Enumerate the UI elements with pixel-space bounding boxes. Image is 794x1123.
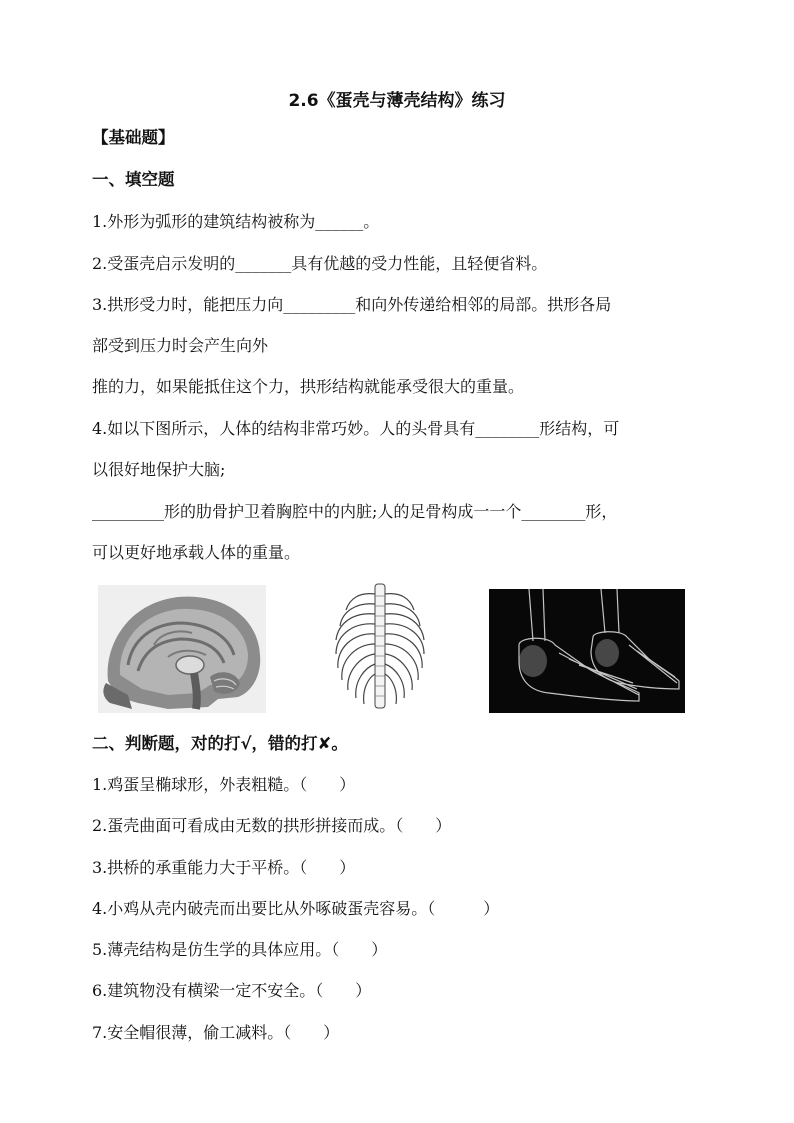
brain-skull-image [98,585,266,713]
judgment-item: 7.安全帽很薄，偷工减料。（ ） [92,1023,340,1042]
feet-xray-image [489,589,685,713]
question-line: 以很好地保护大脑; [92,460,226,479]
question-line: 推的力，如果能抵住这个力，拱形结构就能承受很大的重量。 [92,377,525,396]
part1-heading: 一、填空题 [92,170,175,189]
question-line: 4.如以下图所示，人体的结构非常巧妙。人的头骨具有________形结构，可 [92,419,620,438]
question-line: 1.外形为弧形的建筑结构被称为______。 [92,212,380,231]
section-label: 【基础题】 [92,128,175,147]
page-title: 2.6《蛋壳与薄壳结构》练习 [288,91,506,111]
judgment-item: 4.小鸡从壳内破壳而出要比从外啄破蛋壳容易。（ ） [92,899,500,918]
question-line: _________形的肋骨护卫着胸腔中的内脏;人的足骨构成一一个________形， [92,502,618,521]
question-line: 可以更好地承载人体的重量。 [92,543,301,562]
question-line: 2.受蛋壳启示发明的_______具有优越的受力性能，且轻便省料。 [92,254,548,273]
question-line: 3.拱形受力时，能把压力向_________和向外传递给相邻的局部。拱形各局 [92,295,612,314]
judgment-item: 5.薄壳结构是仿生学的具体应用。（ ） [92,940,388,959]
question-line: 部受到压力时会产生向外 [92,336,269,355]
judgment-item: 1.鸡蛋呈椭球形，外表粗糙。（ ） [92,775,356,794]
judgment-item: 6.建筑物没有横梁一定不安全。（ ） [92,981,372,1000]
part2-heading: 二、判断题，对的打√，错的打✘。 [92,734,348,753]
rib-cage-image [330,582,430,712]
judgment-item: 3.拱桥的承重能力大于平桥。（ ） [92,858,356,877]
judgment-item: 2.蛋壳曲面可看成由无数的拱形拼接而成。（ ） [92,816,452,835]
